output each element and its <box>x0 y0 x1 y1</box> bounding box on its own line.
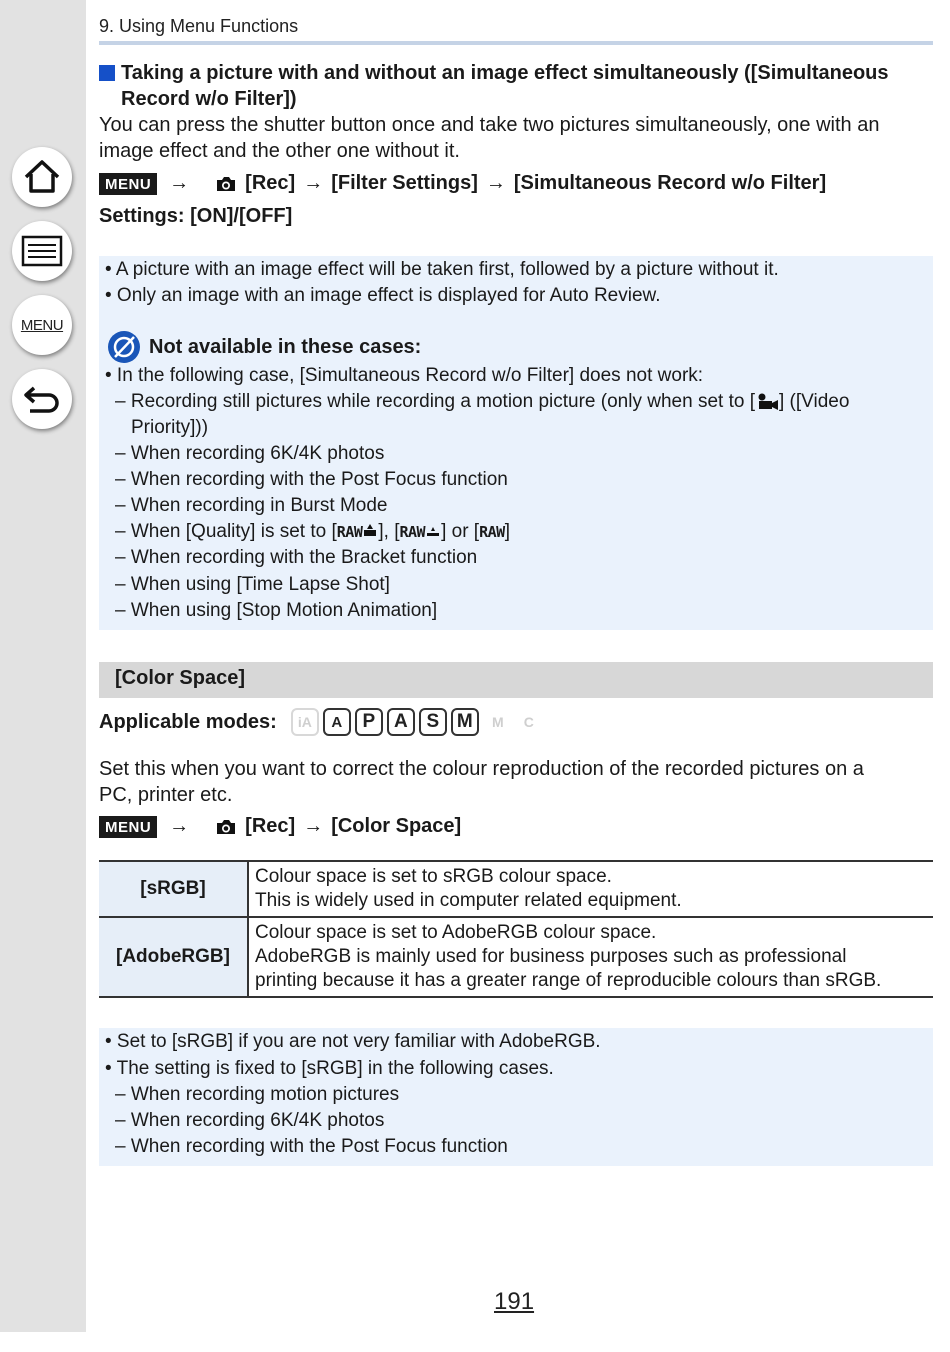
home-button[interactable] <box>12 147 72 207</box>
mode-movie-icon: M <box>491 714 504 730</box>
case-text: – Recording still pictures while recording a motion picture (only when set to [ <box>115 391 755 412</box>
path-simultaneous-record: [Simultaneous Record w/o Filter] <box>513 172 827 194</box>
case-item: – When recording with the Bracket function <box>115 547 478 568</box>
list-icon <box>21 235 63 267</box>
settings-values: Settings: [ON]/[OFF] <box>99 205 293 227</box>
mode-ia-icon: iA <box>291 708 319 736</box>
case-item: – When recording 6K/4K photos <box>115 443 385 464</box>
mode-creative-icon: A <box>323 708 351 736</box>
value-line: Colour space is set to sRGB colour space. <box>255 866 612 887</box>
case-text: ], [ <box>378 521 400 542</box>
path-arrow: → <box>485 172 506 194</box>
case-item: – When recording motion pictures <box>115 1084 400 1105</box>
menu-badge: MENU <box>99 173 157 195</box>
note-box <box>99 256 933 630</box>
not-available-title: Not available in these cases: <box>149 335 422 358</box>
menu-label: MENU <box>20 316 64 334</box>
path-filter-settings: [Filter Settings] <box>331 172 478 194</box>
path-arrow: → <box>303 815 324 837</box>
sidebar <box>0 0 86 1332</box>
case-text: ] ([Video <box>778 391 850 412</box>
description-line2: image effect and the other one without it. <box>99 140 460 162</box>
sidebar-footer <box>0 1332 86 1352</box>
case-item: – When using [Time Lapse Shot] <box>115 574 390 595</box>
note-item: • In the following case, [Simultaneous Record w/o Filter] does not work: <box>105 365 704 386</box>
note-box <box>99 1028 933 1166</box>
section-heading <box>99 60 933 112</box>
not-available-heading <box>107 330 421 364</box>
table-key: [AdobeRGB] <box>99 917 248 997</box>
color-space-description <box>99 756 933 808</box>
case-item-cont: Priority])) <box>131 417 209 438</box>
mode-s-icon: S <box>419 708 447 736</box>
applicable-modes <box>99 708 541 736</box>
header-divider <box>99 41 933 45</box>
video-priority-icon <box>755 392 779 410</box>
section-bar <box>99 662 933 698</box>
case-text: ] or [ <box>441 521 480 542</box>
raw-fine-icon: RAW <box>337 519 379 545</box>
case-item: – When recording in Burst Mode <box>115 495 388 516</box>
case-item: – When recording with the Post Focus function <box>115 1136 508 1157</box>
value-line: AdobeRGB is mainly used for business purposes such as professional <box>255 946 847 967</box>
table-value <box>248 917 933 997</box>
modes-label: Applicable modes: <box>99 710 277 733</box>
path-rec: [Rec] <box>245 815 296 837</box>
color-space-table <box>99 860 933 998</box>
not-available-icon <box>107 330 141 364</box>
table-row <box>99 917 933 997</box>
raw-icon: RAW <box>479 523 505 541</box>
menu-path <box>99 815 461 838</box>
case-item: – When recording with the Post Focus function <box>115 469 508 490</box>
camera-icon <box>215 818 237 836</box>
path-rec: [Rec] <box>245 172 296 194</box>
case-item <box>115 519 510 545</box>
table-key: [sRGB] <box>99 861 248 917</box>
case-item <box>115 389 849 415</box>
contents-button[interactable] <box>12 221 72 281</box>
home-icon <box>22 157 62 197</box>
value-line: This is widely used in computer related equipment. <box>255 890 682 911</box>
case-text: – When [Quality] is set to [ <box>115 521 337 542</box>
note-item: • The setting is fixed to [sRGB] in the following cases. <box>105 1058 554 1079</box>
case-item: – When recording 6K/4K photos <box>115 1110 385 1131</box>
raw-standard-icon: RAW <box>399 519 441 545</box>
path-arrow: → <box>169 172 190 194</box>
description-line2: PC, printer etc. <box>99 784 233 806</box>
note-item: • A picture with an image effect will be taken first, followed by a picture without it. <box>105 259 779 280</box>
value-line: Colour space is set to AdobeRGB colour space. <box>255 922 657 943</box>
value-line: printing because it has a greater range of reproducible colours than sRGB. <box>255 970 882 991</box>
menu-path <box>99 172 826 195</box>
mode-p-icon: P <box>355 708 383 736</box>
path-arrow: → <box>303 172 324 194</box>
menu-badge: MENU <box>99 816 157 838</box>
back-arrow-icon <box>22 382 62 416</box>
note-item: • Set to [sRGB] if you are not very familiar with AdobeRGB. <box>105 1031 601 1052</box>
case-text: ] <box>504 521 510 542</box>
description-line1: Set this when you want to correct the colour reproduction of the recorded pictures on a <box>99 758 864 780</box>
heading-line2: Record w/o Filter]) <box>121 88 297 110</box>
section-description <box>99 112 933 164</box>
mode-custom-icon: C <box>523 714 534 730</box>
menu-button[interactable] <box>12 295 72 355</box>
camera-icon <box>215 175 237 193</box>
note-item: • Only an image with an image effect is displayed for Auto Review. <box>105 285 661 306</box>
mode-m-icon: M <box>451 708 479 736</box>
table-row <box>99 861 933 917</box>
description-line1: You can press the shutter button once and take two pictures simultaneously, one with an <box>99 114 880 136</box>
path-arrow: → <box>169 815 190 837</box>
section-title: [Color Space] <box>115 667 246 689</box>
heading-line1: Taking a picture with and without an image effect simultaneously ([Simultaneous <box>121 62 889 84</box>
table-value <box>248 861 933 917</box>
chapter-title: 9. Using Menu Functions <box>99 16 299 36</box>
path-color-space: [Color Space] <box>331 815 462 837</box>
mode-a-icon: A <box>387 708 415 736</box>
bullet-square-icon <box>99 65 115 81</box>
page-number[interactable]: 191 <box>494 1288 535 1315</box>
back-button[interactable] <box>12 369 72 429</box>
case-item: – When using [Stop Motion Animation] <box>115 600 438 621</box>
